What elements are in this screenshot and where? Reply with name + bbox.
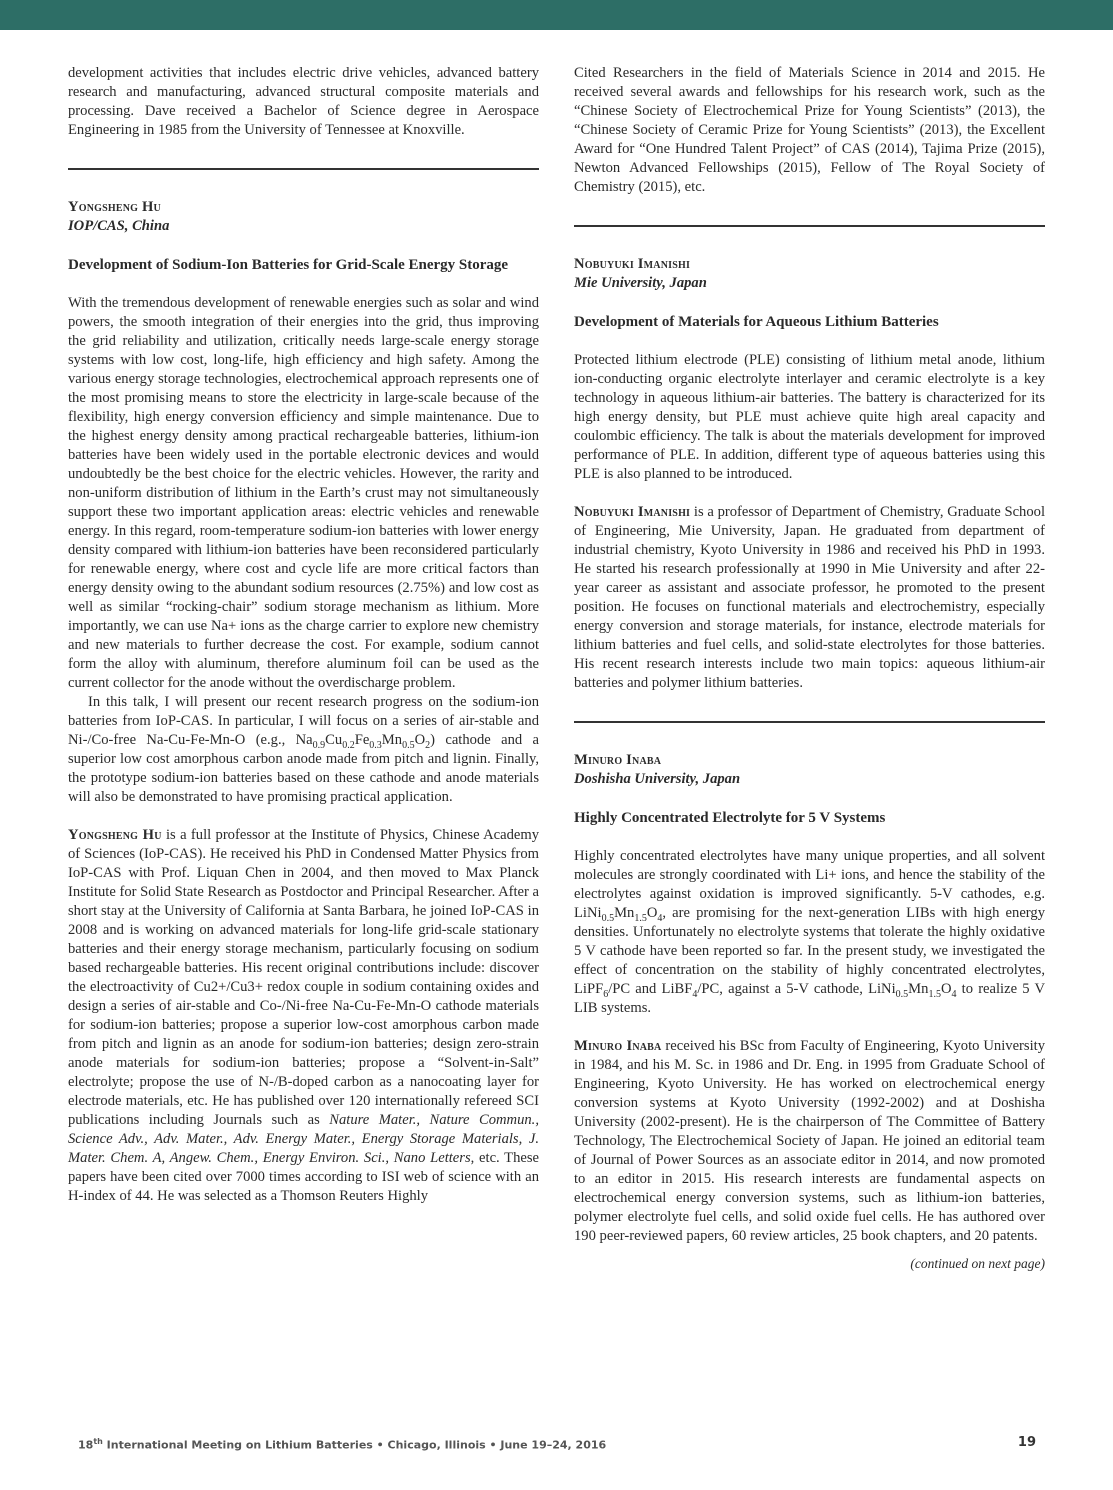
- bio-hu-continued: Cited Researchers in the field of Materials Science in 2014 and 2015. He received several awards and fellowships for his research work, such as the “Chinese Society of Electrochemical Prize for Young Scientists” (2013), the “Chinese Society of Ceramic Prize for Young Scientists” (2013), the Excellent Award for “One Hundred Talent Project” of CAS (2014), Tajima Prize (2015), Newton Advanced Fellowships (2015), Fellow of The Royal Society of Chemistry (2015), etc.: [574, 65, 1045, 195]
- section-divider: [574, 225, 1045, 227]
- talk-title-hu: Development of Sodium-Ion Batteries for Grid-Scale Energy Storage: [68, 257, 509, 273]
- continued-note: (continued on next page): [910, 1256, 1045, 1271]
- footer-meeting: 18th International Meeting on Lithium Batteries • Chicago, Illinois • June 19–24, 2016: [78, 1437, 607, 1452]
- speaker-name-inaba: Minuro Inaba: [574, 752, 662, 768]
- abstract-hu-p1: With the tremendous development of renewable energies such as solar and wind powers, the smooth integration of their energies into the grid, thus improving the grid reliability and utilization, critically needs large-scale energy storage systems with low cost, long-life, high efficiency and high safety. Among the various energy storage technologies, electrochemical approach represents one of the most promising means to store the electricity in large-scale because of the flexibility, high energy conversion efficiency and simple maintenance. Due to the highest energy density among practical rechargeable batteries, lithium-ion batteries have been widely used in the portable electronic devices and would undoubtedly be the best choice for the electric vehicles. However, the rarity and non-uniform distribution of lithium in the Earth’s crust may not simultaneously support these two important application areas: electric vehicles and renewable energy. In this regard, room-temperature sodium-ion batteries with lower energy density compared with lithium-ion batteries have been reconsidered particularly for renewable energy, where cost and cycle life are more critical factors than energy density owing to the abundant sodium resources (2.75%) and low cost as well as similar “rocking-chair” sodium storage mechanism as lithium. More importantly, we can use Na+ ions as the charge carrier to explore new chemistry and new materials to further decrease the cost. For example, sodium cannot form the alloy with aluminum, therefore aluminum foil can be used as the current collector for the anode without the overdischarge problem.: [68, 295, 539, 691]
- page-number: 19: [1017, 1435, 1036, 1450]
- bio-hu: Yongsheng Hu is a full professor at the Institute of Physics, Chinese Academy of Sciences (IoP-CAS). He received his PhD in Condensed Matter Physics from IoP-CAS with Prof. Liquan Chen in 2004, and then moved to Max Planck Institute for Solid State Research as Postdoctor and Principal Researcher. After a short stay at the University of California at Santa Barbara, he joined IoP-CAS in 2008 and is working on advanced materials for long-life grid-scale stationary batteries and their energy storage mechanism, particularly focusing on sodium based rechargeable batteries. His recent original contributions include: discover the electroactivity of Cu2+/Cu3+ redox couple in sodium containing oxides and design a series of air-stable and Co-/Ni-free Na-Cu-Fe-Mn-O cathode materials for sodium-ion batteries; propose a superior low-cost amorphous carbon made from pitch and lignin as an anode for sodium-ion batteries; design zero-strain anode materials for sodium-ion batteries; propose a “Solvent-in-Salt” electrolyte; propose the use of N-/B-doped carbon as a nanocoating layer for electrode materials, etc. He has published over 120 internationally refereed SCI publications including Journals such as Nature Mater., Nature Commun., Science Adv., Adv. Mater., Adv. Energy Mater., Energy Storage Materials, J. Mater. Chem. A, Angew. Chem., Energy Environ. Sci., Nano Letters, etc. These papers have been cited over 7000 times according to ISI web of science with an H-index of 44. He was selected as a Thomson Reuters Highly: [68, 827, 540, 1204]
- right-column: [574, 64, 1045, 1273]
- speaker-name-imanishi: Nobuyuki Imanishi: [574, 256, 691, 272]
- abstract-hu-p2: In this talk, I will present our recent research progress on the sodium-ion batteries from IoP-CAS. In particular, I will focus on a series of air-stable and Ni-/Co-free Na-Cu-Fe-Mn-O (e.g., $Na_{0.9}Cu_{0.2}Fe_{0.3}Mn_{0.5}O_2$) cathode and a superior low cost amorphous carbon anode made from pitch and lignin. Finally, the prototype sodium-ion batteries based on these cathode and anode materials will also be demonstrated to have promising practical application.: [68, 694, 539, 805]
- speaker-affiliation-imanishi: Mie University, Japan: [574, 275, 707, 291]
- speaker-affiliation-hu: IOP/CAS, China: [68, 218, 170, 234]
- speaker-affiliation-inaba: Doshisha University, Japan: [574, 771, 741, 787]
- bio-name-inaba: Minuro Inaba: [574, 1038, 662, 1054]
- bio-name-imanishi: Nobuyuki Imanishi: [574, 504, 691, 520]
- intro-paragraph: development activities that includes electric drive vehicles, advanced battery research and manufacturing, advanced structural composite materials and processing. Dave received a Bachelor of Science degree in Aerospace Engineering in 1985 from the University of Tennessee at Knoxville.: [68, 65, 539, 138]
- bio-imanishi: Nobuyuki Imanishi is a professor of Department of Chemistry, Graduate School of Engineering, Mie University, Japan. He graduated from department of industrial chemistry, Kyoto University in 1986 and received his PhD in 1993. He started his research professionally at 1990 in Mie University and after 22-year career as assistant and associate professor, he promoted to the present position. He focuses on functional materials and electrochemistry, especially energy conversion and storage materials, for instance, electrode materials for lithium batteries and fuel cells, and solid-state electrolytes for those batteries. His recent research interests include two main topics: aqueous lithium-air batteries and polymer lithium batteries.: [574, 504, 1046, 691]
- header-bar: [0, 0, 1113, 30]
- left-column: [68, 64, 539, 1206]
- bio-inaba: Minuro Inaba received his BSc from Faculty of Engineering, Kyoto University in 1984, and his M. Sc. in 1986 and Dr. Eng. in 1995 from Graduate School of Engineering, Kyoto University. He has worked on electrochemical energy conversion systems at Kyoto University (1992-2002) and at Doshisha University (2002-present). He is the chairperson of The Committee of Battery Technology, The Electrochemical Society of Japan. He joined an editorial team of Journal of Power Sources as an associate editor in 2014, and now promoted to an editor in 2015. His research interests are fundamental aspects on electrochemical energy conversion systems, such as lithium-ion batteries, polymer electrolyte fuel cells, and solid oxide fuel cells. He has authored over 190 peer-reviewed papers, 60 review articles, 25 book chapters, and 20 patents.: [574, 1038, 1045, 1244]
- talk-title-inaba: Highly Concentrated Electrolyte for 5 V Systems: [574, 810, 886, 826]
- bio-name-hu: Yongsheng Hu: [68, 827, 162, 843]
- abstract-inaba: Highly concentrated electrolytes have many unique properties, and all solvent molecules are strongly coordinated with Li+ ions, and hence the stability of the electrolytes against oxidation is improved significantly. 5-V cathodes, e.g. $LiNi_{0.5}Mn_{1.5}O_4$, are promising for the next-generation LIBs with high energy densities. Unfortunately no electrolyte systems that tolerate the highly oxidative 5 V cathode have been reported so far. In the present study, we investigated the effect of concentration on the stability of highly concentrated electrolytes, LiPF$_6$/PC and LiBF$_4$/PC, against a 5-V cathode, $LiNi_{0.5}Mn_{1.5}O_4$ to realize 5 V LIB systems.: [574, 848, 1045, 1016]
- section-divider: [68, 168, 539, 170]
- abstract-imanishi: Protected lithium electrode (PLE) consisting of lithium metal anode, lithium ion-conducting organic electrolyte interlayer and ceramic electrolyte is a key technology in aqueous lithium-air batteries. The battery is characterized for its high energy density, but PLE must achieve quite high areal capacity and coulombic efficiency. The talk is about the materials development for improved performance of PLE. In addition, different type of aqueous batteries using this PLE is also planned to be introduced.: [574, 352, 1045, 482]
- section-divider: [574, 721, 1045, 723]
- talk-title-imanishi: Development of Materials for Aqueous Lithium Batteries: [574, 314, 939, 330]
- speaker-name-hu: Yongsheng Hu: [68, 199, 161, 215]
